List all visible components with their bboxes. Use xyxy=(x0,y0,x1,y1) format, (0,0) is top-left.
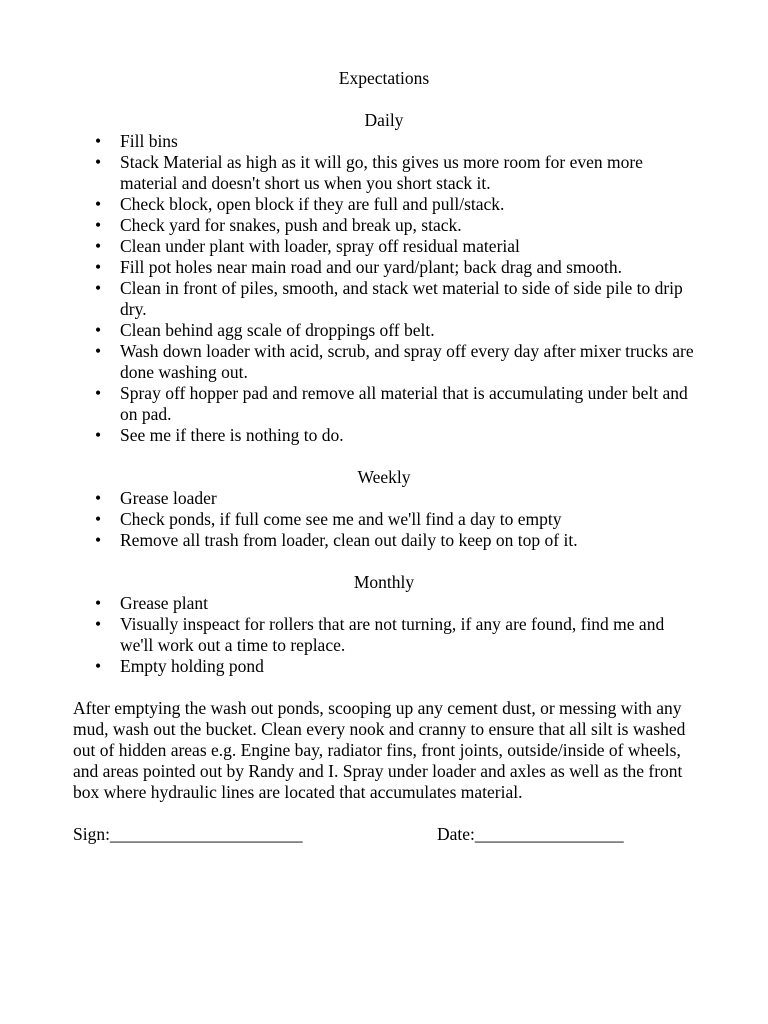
list-item xyxy=(73,488,695,509)
list-item-text: Clean under plant with loader, spray off residual material xyxy=(120,236,520,256)
closing-paragraph: After emptying the wash out ponds, scooping up any cement dust, or messing with any mud, wash out the bucket. Clean every nook and cranny to ensure that all silt is washed out of hidden areas e.g. Engine bay, radiator fins, front joints, outside/inside of wheels, and areas pointed out by Randy and I. Spray under loader and axles as well as the front box where hydraulic lines are located that accumulates material. xyxy=(73,698,686,802)
list-item xyxy=(73,236,695,257)
bullet-icon: • xyxy=(95,278,102,298)
list-item-text: Spray off hopper pad and remove all material that is accumulating under belt and on pad. xyxy=(120,383,688,424)
spacer xyxy=(73,803,695,824)
section-heading-monthly: Monthly xyxy=(353,572,415,592)
document-page xyxy=(73,68,695,845)
list-item-text: Remove all trash from loader, clean out daily to keep on top of it. xyxy=(120,530,578,550)
spacer xyxy=(73,677,695,698)
bullet-icon: • xyxy=(95,383,102,403)
list-item-text: Check block, open block if they are full and pull/stack. xyxy=(120,194,505,214)
bullet-icon: • xyxy=(95,425,102,445)
list-item-text: Visually inspeact for rollers that are not turning, if any are found, find me and we'll work out a time to replace. xyxy=(120,614,665,655)
list-item xyxy=(73,656,695,677)
list-item-text: Fill pot holes near main road and our yard/plant; back drag and smooth. xyxy=(120,257,623,277)
bullet-icon: • xyxy=(95,509,102,529)
bullet-icon: • xyxy=(95,257,102,277)
bullet-icon: • xyxy=(95,320,102,340)
bullet-icon: • xyxy=(95,488,102,508)
bullet-icon: • xyxy=(95,236,102,256)
section-monthly xyxy=(73,572,695,677)
list-item xyxy=(73,341,695,383)
list-item xyxy=(73,215,695,236)
list-item xyxy=(73,383,695,425)
list-item-text: Clean behind agg scale of droppings off belt. xyxy=(120,320,435,340)
section-heading-daily: Daily xyxy=(364,110,404,130)
list-item-text: Empty holding pond xyxy=(120,656,264,676)
spacer xyxy=(73,551,695,572)
spacer xyxy=(73,446,695,467)
bullet-icon: • xyxy=(95,194,102,214)
list-item-text: Grease plant xyxy=(120,593,208,613)
list-item xyxy=(73,257,695,278)
list-item xyxy=(73,614,695,656)
bullet-icon: • xyxy=(95,215,102,235)
list-item xyxy=(73,131,695,152)
list-item-text: See me if there is nothing to do. xyxy=(120,425,344,445)
bullet-icon: • xyxy=(95,614,102,634)
bullet-icon: • xyxy=(95,152,102,172)
bullet-icon: • xyxy=(95,593,102,613)
bullet-icon: • xyxy=(95,341,102,361)
section-heading-weekly: Weekly xyxy=(357,467,411,487)
daily-task-list xyxy=(73,131,695,446)
list-item xyxy=(73,278,695,320)
list-item-text: Fill bins xyxy=(120,131,178,151)
list-item-text: Clean in front of piles, smooth, and stack wet material to side of side pile to drip dry. xyxy=(120,278,683,319)
signature-row xyxy=(73,824,695,845)
signature-line: Sign:______________________ xyxy=(73,824,303,844)
spacer xyxy=(73,89,695,110)
list-item xyxy=(73,194,695,215)
list-item-text: Wash down loader with acid, scrub, and spray off every day after mixer trucks are done washing out. xyxy=(120,341,694,382)
list-item xyxy=(73,509,695,530)
bullet-icon: • xyxy=(95,131,102,151)
list-item xyxy=(73,152,695,194)
date-line: Date:_________________ xyxy=(437,824,624,844)
list-item-text: Stack Material as high as it will go, this gives us more room for even more material and doesn't short us when you short stack it. xyxy=(120,152,643,193)
list-item xyxy=(73,593,695,614)
list-item xyxy=(73,320,695,341)
list-item-text: Check ponds, if full come see me and we'll find a day to empty xyxy=(120,509,562,529)
list-item xyxy=(73,425,695,446)
section-daily xyxy=(73,110,695,446)
section-weekly xyxy=(73,467,695,551)
monthly-task-list xyxy=(73,593,695,677)
document-title: Expectations xyxy=(338,68,430,88)
list-item-text: Check yard for snakes, push and break up, stack. xyxy=(120,215,462,235)
weekly-task-list xyxy=(73,488,695,551)
list-item xyxy=(73,530,695,551)
list-item-text: Grease loader xyxy=(120,488,217,508)
bullet-icon: • xyxy=(95,530,102,550)
bullet-icon: • xyxy=(95,656,102,676)
